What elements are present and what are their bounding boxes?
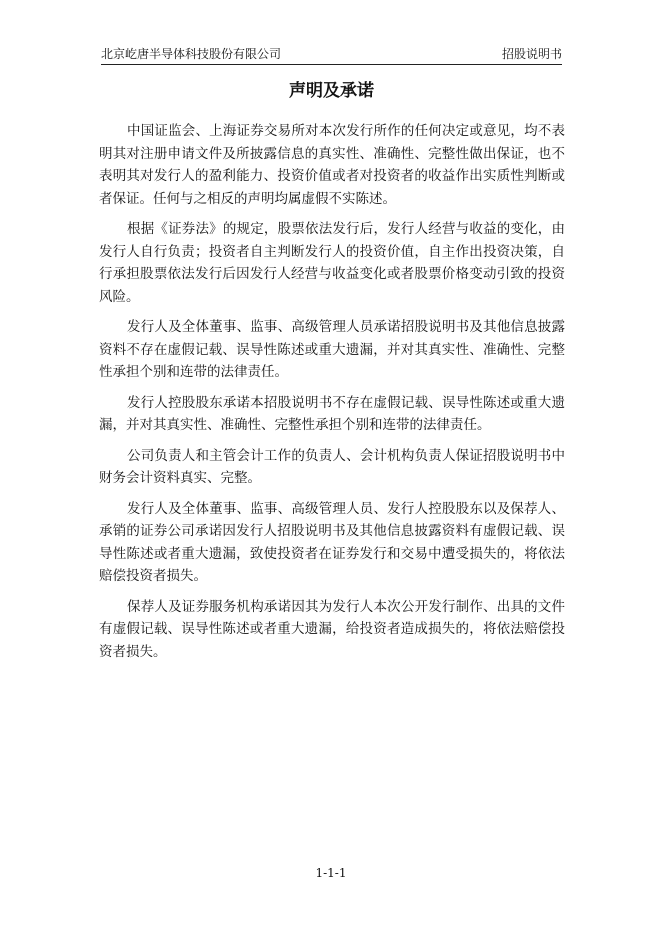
paragraph-financial-assurance: 公司负责人和主管会计工作的负责人、会计机构负责人保证招股说明书中财务会计资料真实、完整。	[99, 447, 565, 486]
paragraph-securities-law: 根据《证券法》的规定，股票依法发行后，发行人经营与收益的变化，由发行人自行负责；投资者自主判断发行人的投资价值，自主作出投资决策，自行承担股票依法发行后因发行人经营与收益变化或者股票价格变动引致的投资风险。	[99, 221, 565, 305]
page-title: 声明及承诺	[289, 81, 374, 101]
header-document-type: 招股说明书	[501, 47, 562, 61]
header-company-name: 北京屹唐半导体科技股份有限公司	[101, 47, 282, 61]
paragraph-compensation-commitment: 发行人及全体董事、监事、高级管理人员、发行人控股股东以及保荐人、承销的证券公司承诺因发行人招股说明书及其他信息披露资料有虚假记载、误导性陈述或者重大遗漏，致使投资者在证券发行和交易中遭受损失的，将依法赔偿投资者损失。	[99, 500, 565, 584]
paragraph-regulator-disclaimer: 中国证监会、上海证券交易所对本次发行所作的任何决定或意见，均不表明其对注册申请文件及所披露信息的真实性、准确性、完整性做出保证，也不表明其对发行人的盈利能力、投资价值或者对投资者的收益作出实质性判断或者保证。任何与之相反的声明均属虚假不实陈述。	[99, 123, 565, 207]
statement-body	[99, 120, 565, 671]
page-header	[101, 47, 562, 65]
paragraph-controlling-shareholder-commitment: 发行人控股股东承诺本招股说明书不存在虚假记载、误导性陈述或重大遗漏，并对其真实性、准确性、完整性承担个别和连带的法律责任。	[99, 394, 565, 433]
page-number: 1-1-1	[315, 866, 347, 880]
paragraph-directors-commitment: 发行人及全体董事、监事、高级管理人员承诺招股说明书及其他信息披露资料不存在虚假记载、误导性陈述或重大遗漏，并对其真实性、准确性、完整性承担个别和连带的法律责任。	[99, 319, 565, 380]
paragraph-sponsor-commitment: 保荐人及证券服务机构承诺因其为发行人本次公开发行制作、出具的文件有虚假记载、误导性陈述或者重大遗漏，给投资者造成损失的，将依法赔偿投资者损失。	[99, 598, 565, 660]
